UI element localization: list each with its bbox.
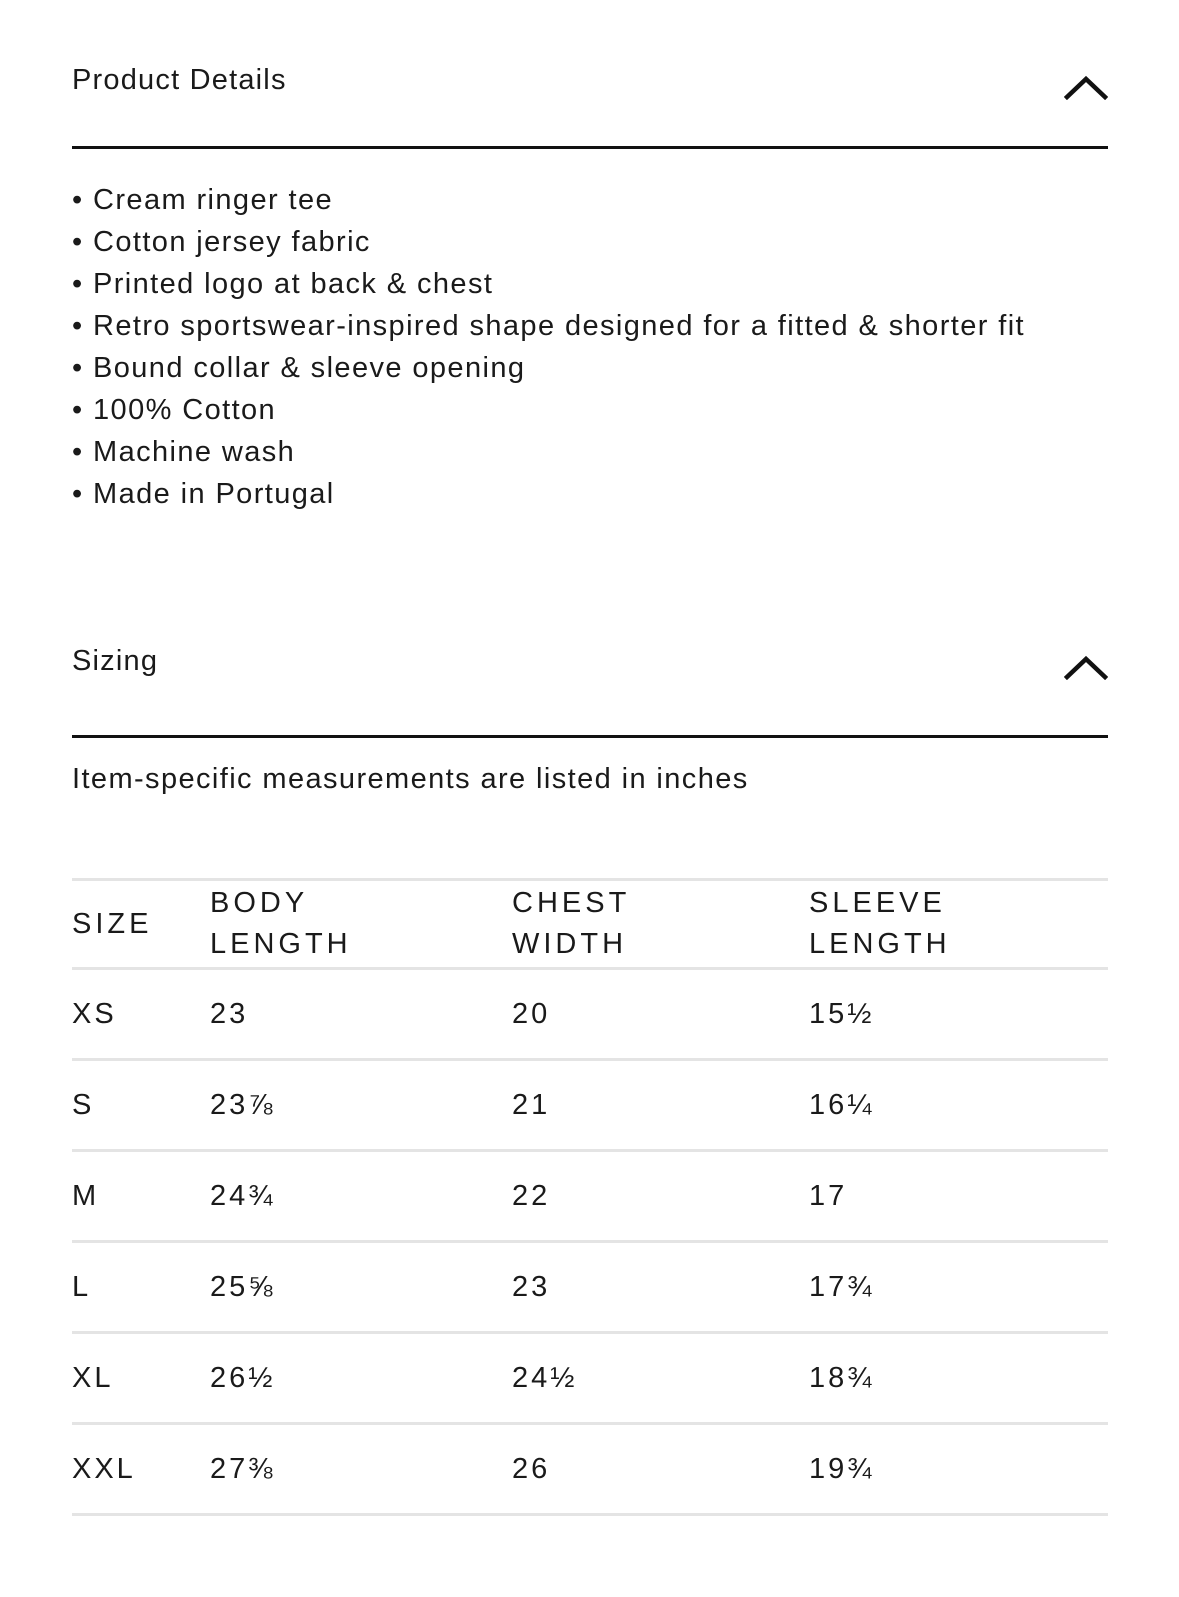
list-item: • Cream ringer tee	[72, 184, 333, 216]
body-length-cell: 24¾	[210, 1151, 512, 1242]
column-header-body-length	[210, 880, 512, 969]
body-length-cell: 25⅝	[210, 1242, 512, 1333]
size-cell: XS	[72, 969, 210, 1060]
column-header-sleeve-length	[809, 880, 1108, 969]
chevron-up-icon[interactable]	[1064, 74, 1108, 100]
chest-width-cell: 23	[512, 1242, 809, 1333]
chest-width-cell: 22	[512, 1151, 809, 1242]
chest-width-cell: 20	[512, 969, 809, 1060]
list-item: • Machine wash	[72, 436, 296, 468]
table-row	[72, 1424, 1108, 1515]
list-item: • Printed logo at back & chest	[72, 268, 494, 300]
list-item: • Retro sportswear-inspired shape designed for a fitted & shorter fit	[72, 310, 1026, 342]
sleeve-length-cell: 19¾	[809, 1424, 1108, 1515]
sleeve-length-cell: 17¾	[809, 1242, 1108, 1333]
product-details-section	[72, 0, 1108, 515]
body-length-cell: 23⅞	[210, 1060, 512, 1151]
table-header-row	[72, 880, 1108, 969]
product-details-title: Product Details	[72, 64, 287, 96]
list-item: • 100% Cotton	[72, 394, 277, 426]
body-length-cell: 27⅜	[210, 1424, 512, 1515]
size-cell: M	[72, 1151, 210, 1242]
table-row	[72, 1242, 1108, 1333]
table-row	[72, 969, 1108, 1060]
column-header-label: CHEST WIDTH	[512, 887, 630, 960]
sizing-note: Item-specific measurements are listed in inches	[72, 763, 749, 795]
product-details-list	[72, 179, 1072, 515]
product-details-accordion-header[interactable]	[72, 0, 1108, 149]
sleeve-length-cell: 18¾	[809, 1333, 1108, 1424]
body-length-cell: 23	[210, 969, 512, 1060]
column-header-label: BODY LENGTH	[210, 887, 352, 960]
sizing-title: Sizing	[72, 645, 159, 677]
size-cell: XXL	[72, 1424, 210, 1515]
sleeve-length-cell: 15½	[809, 969, 1108, 1060]
list-item: • Bound collar & sleeve opening	[72, 352, 526, 384]
body-length-cell: 26½	[210, 1333, 512, 1424]
chest-width-cell: 26	[512, 1424, 809, 1515]
chest-width-cell: 24½	[512, 1333, 809, 1424]
size-cell: L	[72, 1242, 210, 1333]
size-cell: S	[72, 1060, 210, 1151]
table-row	[72, 1151, 1108, 1242]
sleeve-length-cell: 16¼	[809, 1060, 1108, 1151]
table-row	[72, 1060, 1108, 1151]
size-cell: XL	[72, 1333, 210, 1424]
column-header-size: SIZE	[72, 880, 210, 969]
list-item: • Made in Portugal	[72, 478, 335, 510]
chevron-up-icon[interactable]	[1064, 654, 1108, 680]
sleeve-length-cell: 17	[809, 1151, 1108, 1242]
sizing-accordion-header[interactable]	[72, 590, 1108, 738]
chest-width-cell: 21	[512, 1060, 809, 1151]
column-header-chest-width	[512, 880, 809, 969]
table-row	[72, 1333, 1108, 1424]
column-header-label: SLEEVE LENGTH	[809, 887, 951, 960]
list-item: • Cotton jersey fabric	[72, 226, 371, 258]
size-table	[72, 878, 1108, 1516]
